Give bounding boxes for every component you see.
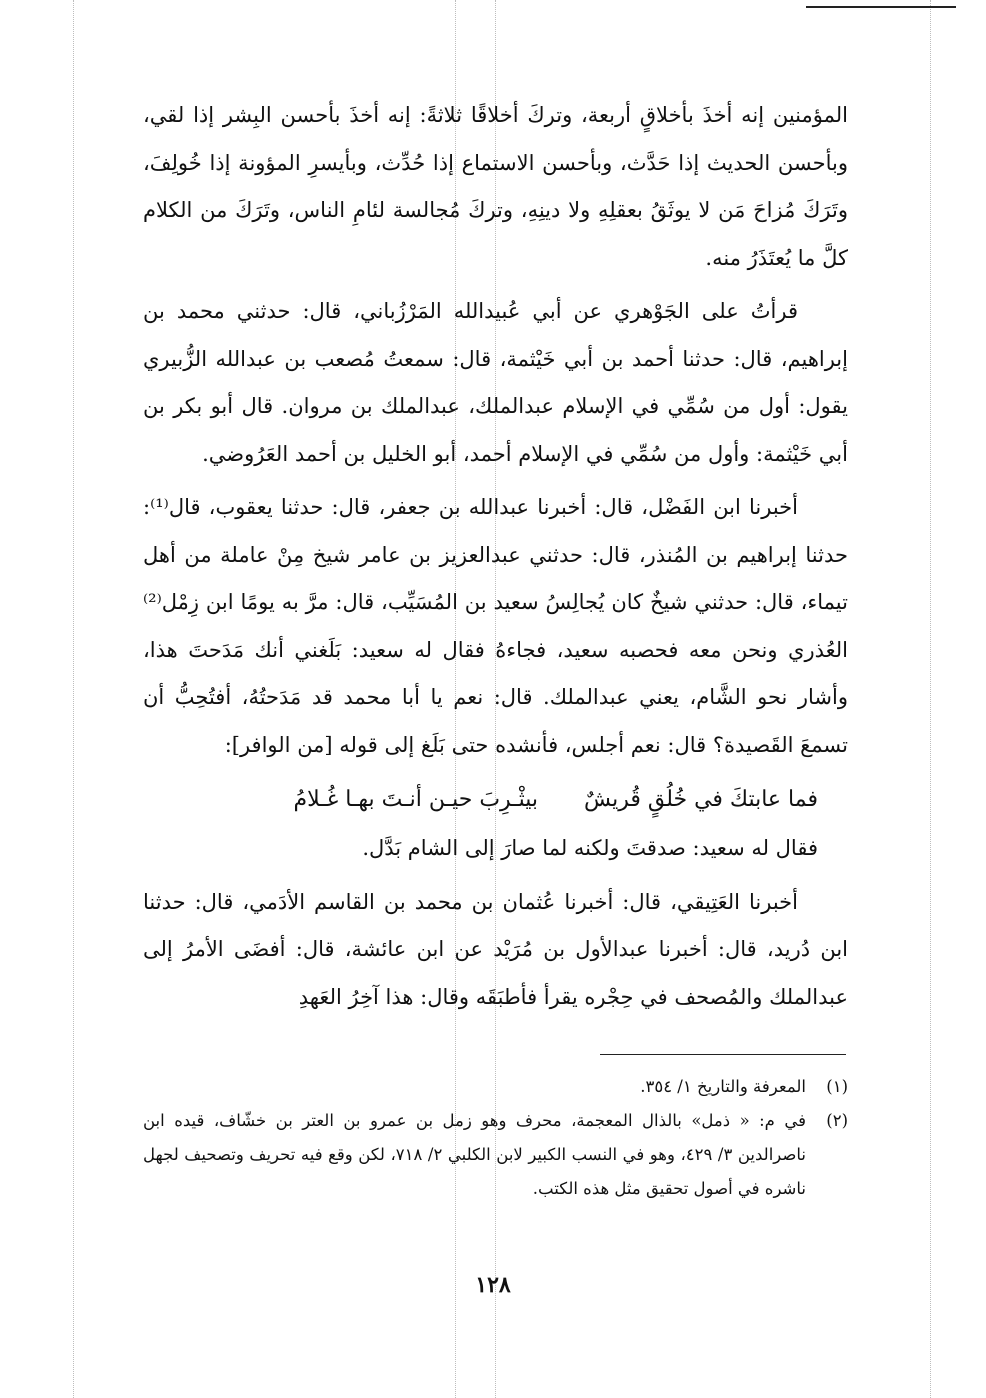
main-text: [143, 92, 848, 1027]
paragraph: فقال له سعيد: صدقتَ ولكنه لما صارَ إلى الشام بَدَّل.: [362, 836, 818, 860]
footnote: [143, 1104, 848, 1206]
footnote-number: (٢): [826, 1111, 848, 1130]
paragraph: قرأتُ على الجَوْهري عن أبي عُبيدالله المَرْزُباني، قال: حدثني محمد بن إبراهيم، قال: حدثنا أحمد بن أبي خَيْثمة، قال: سمعتُ مُصعب بن عبدالله الزُّبيري يقول: أول من سُمِّي في الإسلام عبدالملك، عبدالملك بن مروان. قال أبو بكر بن أبي خَيْثمة: وأول من سُمِّي في الإسلام أحمد، أبو الخليل بن أحمد العَرُوضي.: [143, 299, 848, 466]
paragraph: أخبرنا العَتِيقي، قال: أخبرنا عُثمان بن محمد بن القاسم الأدَمي، قال: حدثنا ابن دُريد، قال: أخبرنا عبدالأول بن مُرَيْد عن ابن عائشة، قال: أفضَى الأمرُ إلى عبدالملك والمُصحف في حِجْره يقرأ فأطبَقَه وقال: هذا آخِرُ العَهدِ: [143, 889, 848, 1009]
scan-dot-line: [930, 0, 931, 1398]
footnote-separator: [600, 1054, 846, 1055]
verse-hemistich-first: فما عابتكَ في خُلُقٍ قُريشٌ: [584, 787, 818, 812]
poem-verse: [143, 775, 848, 825]
footnotes: [143, 1070, 848, 1206]
footnote: [143, 1070, 848, 1104]
top-rule: [806, 6, 956, 8]
verse-hemistich-second: بيثْـرِبَ حيـن أنـتَ بهـا غُـلامُ: [293, 787, 539, 812]
footnote-number: (١): [826, 1077, 848, 1096]
footnote-text: المعرفة والتاريخ ١/ ٣٥٤.: [640, 1077, 806, 1096]
page-number: ١٢٨: [475, 1272, 511, 1298]
footnote-text: في م: « ذمل» بالذال المعجمة، محرف وهو زمل بن عمرو بن العتر بن خشّاف، قيده ابن ناصرالدين ٣/ ٤٢٩، وهو في النسب الكبير لابن الكلبي ٢/ ٧١٨، لكن وقع فيه تحريف وتصحيف لجهل ناشره في أصول تحقيق مثل هذه الكتب.: [143, 1111, 807, 1198]
paragraph: المؤمنين إنه أخذَ بأخلاقٍ أربعة، وتركَ أخلاقًا ثلاثةً: إنه أخذَ بأحسن البِشر إذا لقي، وبأحسن الحديث إذا حَدَّث، وبأحسن الاستماع إذا حُدِّث، وبأيسرِ المؤونة إذا خُولِفَ، وتَرَكَ مُزاحَ مَن لا يوثَقُ بعقلِهِ ولا دينِهِ، وتركَ مُجالسة لئامِ الناس، وتَرَكَ من الكلام كلَّ ما يُعتَذَرُ منه.: [143, 103, 848, 270]
paragraph: أخبرنا ابن الفَضْل، قال: أخبرنا عبدالله بن جعفر، قال: حدثنا يعقوب، قال⁽¹⁾: حدثنا إبراهيم بن المُنذر، قال: حدثني عبدالعزيز بن عامر شيخ مِنْ عاملة من أهل تيماء، قال: حدثني شيخٌ كان يُجالِسُ سعيد بن المُسَيِّب، قال: مرَّ به يومًا ابن زِمْل⁽²⁾ العُذري ونحن معه فحصبه سعيد، فجاءهُ فقال له سعيد: بَلَغني أنك مَدَحتَ هذا، وأشار نحو الشَّام، يعني عبدالملك. قال: نعم يا أبا محمد قد مَدَحتُهُ، أفتُحِبُّ أن تسمعَ القَصيدة؟ قال: نعم أجلس، فأنشده حتى بَلَغ إلى قوله [من الوافر]:: [143, 495, 848, 757]
scan-dot-line: [73, 0, 74, 1398]
